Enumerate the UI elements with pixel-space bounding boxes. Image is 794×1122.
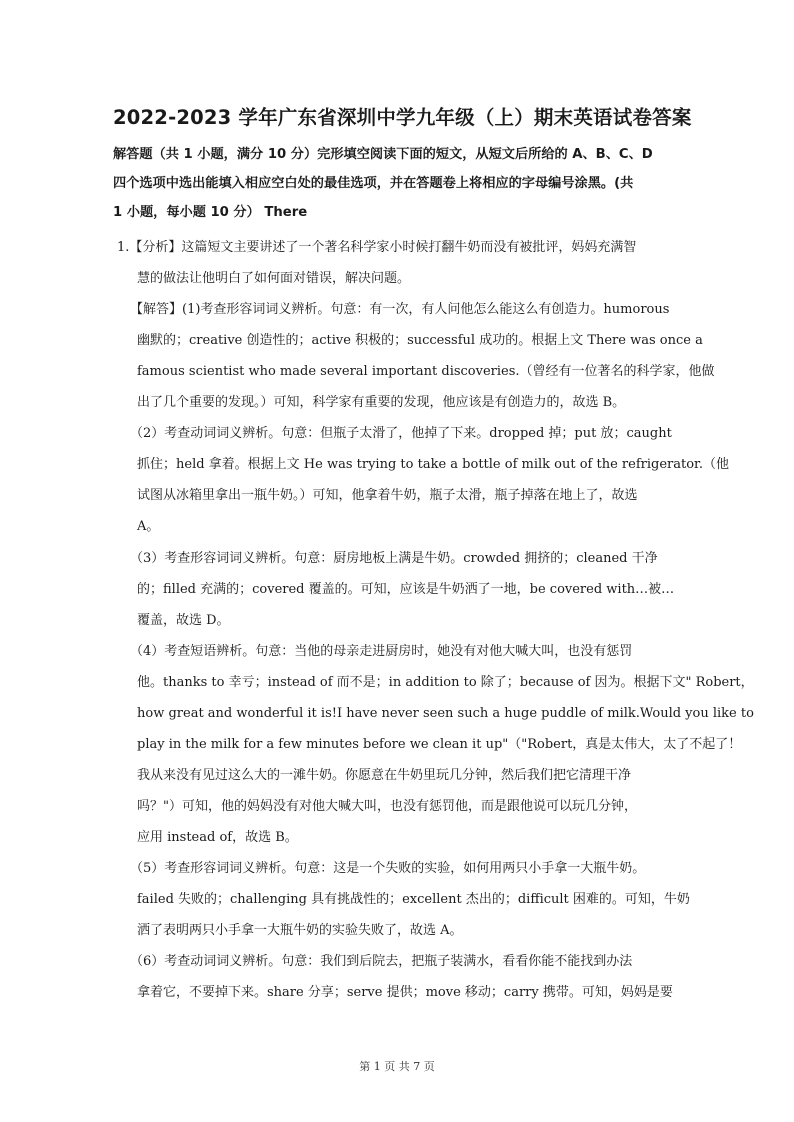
answer-line: （5）考查形容词词义辨析。句意：这是一个失败的实验，如何用两只小手拿一大瓶牛奶。 bbox=[130, 861, 646, 876]
answer-line: 出了几个重要的发现。）可知，科学家有重要的发现，他应该是有创造力的，故选 B。 bbox=[137, 395, 626, 410]
section-instruction bbox=[113, 140, 683, 227]
answer-line: （6）考查动词词义辨析。句意：我们到后院去，把瓶子装满水，看看你能不能找到办法 bbox=[130, 954, 633, 969]
answer-line: 的；filled 充满的；covered 覆盖的。可知，应该是牛奶洒了一地，be covered with…被… bbox=[137, 582, 675, 597]
instruction-line: 四个选项中选出能填入相应空白处的最佳选项，并在答题卷上将相应的字母编号涂黑。(共 bbox=[113, 176, 634, 191]
answer-line: play in the milk for a few minutes before we clean it up"（"Robert，真是太伟大，太了不起了！ bbox=[137, 737, 742, 752]
answer-line: 他。thanks to 幸亏；instead of 而不是；in addition to 除了；because of 因为。根据下文" Robert， bbox=[137, 675, 754, 690]
answer-line: 洒了表明两只小手拿一大瓶牛奶的实验失败了，故选 A。 bbox=[137, 923, 463, 938]
answer-line: 我从来没有见过这么大的一滩牛奶。你愿意在牛奶里玩几分钟，然后我们把它清理干净 bbox=[137, 768, 632, 783]
answer-line: （2）考查动词词义辨析。句意：但瓶子太滑了，他掉了下来。dropped 掉；put 放；caught bbox=[130, 426, 672, 441]
answer-line: 慧的做法让他明白了如何面对错误，解决问题。 bbox=[137, 271, 411, 286]
instruction-line: 1 小题，每小题 10 分） There bbox=[113, 205, 308, 220]
instruction-line: 解答题（共 1 小题，满分 10 分）完形填空阅读下面的短文，从短文后所给的 A、B、C、D bbox=[113, 147, 653, 162]
answer-line: （4）考查短语辨析。句意：当他的母亲走进厨房时，她没有对他大喊大叫，也没有惩罚 bbox=[130, 644, 633, 659]
answer-line: 覆盖，故选 D。 bbox=[137, 613, 230, 628]
answer-line: （3）考查形容词词义辨析。句意：厨房地板上满是牛奶。crowded 拥挤的；cleaned 干净 bbox=[130, 551, 658, 566]
answer-line: 幽默的；creative 创造性的；active 积极的；successful 成功的。根据上文 There was once a bbox=[137, 333, 703, 348]
answer-line: 【解答】(1)考查形容词词义辨析。句意：有一次，有人问他怎么能这么有创造力。humorous bbox=[130, 302, 670, 317]
answer-line: 应用 instead of，故选 B。 bbox=[137, 830, 298, 845]
answer-line: A。 bbox=[137, 519, 160, 534]
document-title: 2022-2023 学年广东省深圳中学九年级（上）期末英语试卷答案 bbox=[113, 106, 692, 129]
answer-line: 试图从冰箱里拿出一瓶牛奶。）可知，他拿着牛奶，瓶子太滑，瓶子掉落在地上了，故选 bbox=[137, 488, 638, 503]
answer-line: 拿着它，不要掉下来。share 分享；serve 提供；move 移动；carry 携带。可知，妈妈是要 bbox=[137, 985, 673, 1000]
answer-line: 1.【分析】这篇短文主要讲述了一个著名科学家小时候打翻牛奶而没有被批评，妈妈充满智 bbox=[117, 240, 637, 255]
page-footer: 第 1 页 共 7 页 bbox=[359, 1060, 435, 1073]
answer-line: 抓住；held 拿着。根据上文 He was trying to take a bottle of milk out of the refrigerator.（他 bbox=[137, 457, 729, 472]
answer-line: failed 失败的；challenging 具有挑战性的；excellent 杰出的；difficult 困难的。可知，牛奶 bbox=[137, 892, 690, 907]
answer-line: famous scientist who made several important discoveries.（曾经有一位著名的科学家，他做 bbox=[137, 364, 715, 379]
answer-line: how great and wonderful it is!I have never seen such a huge puddle of milk.Would you like to bbox=[137, 706, 754, 721]
answer-line: 吗？"）可知，他的妈妈没有对他大喊大叫，也没有惩罚他，而是跟他说可以玩几分钟， bbox=[137, 799, 637, 814]
